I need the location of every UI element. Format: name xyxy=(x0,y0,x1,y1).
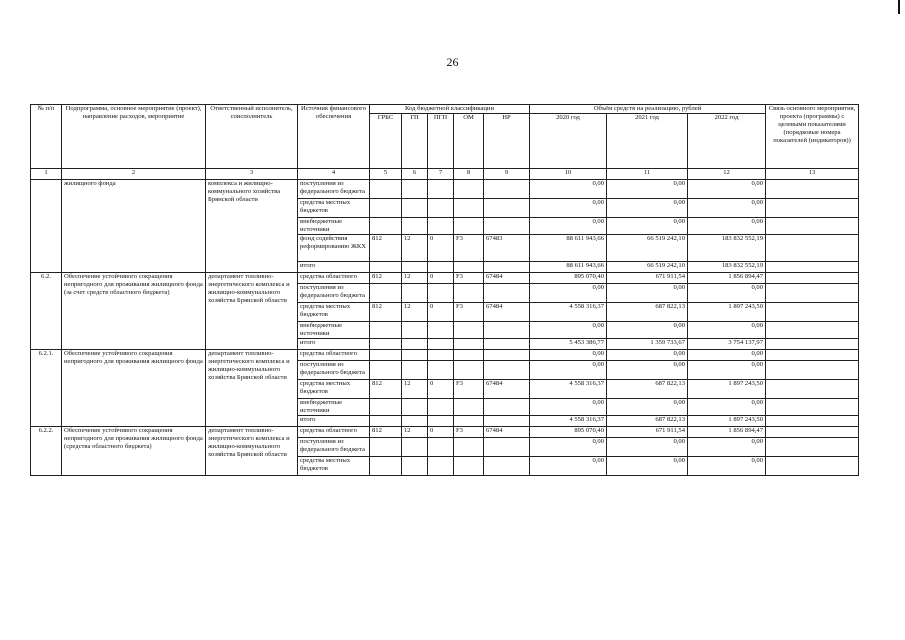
funding-source: средства местных бюджетов xyxy=(298,199,370,218)
code-nr xyxy=(484,262,530,273)
amount-2022: 0,00 xyxy=(688,457,766,476)
amount-2020: 0,00 xyxy=(530,399,607,416)
column-number-cell: 5 xyxy=(370,169,402,180)
row-number: 6.2. xyxy=(31,273,62,350)
header-code-pgp: ПГП xyxy=(428,114,454,169)
column-number-cell: 4 xyxy=(298,169,370,180)
code-pgp xyxy=(428,218,454,235)
indicator-link xyxy=(766,262,859,273)
code-nr xyxy=(484,399,530,416)
funding-source: итого xyxy=(298,262,370,273)
row-number xyxy=(31,180,62,273)
code-pgp xyxy=(428,438,454,457)
code-pgp: 0 xyxy=(428,273,454,284)
row-number: 6.2.1. xyxy=(31,350,62,427)
code-om: F3 xyxy=(454,303,484,322)
funding-source: поступления из федерального бюджета xyxy=(298,361,370,380)
code-grbs xyxy=(370,361,402,380)
header-year-2021: 2021 год xyxy=(607,114,688,169)
code-grbs: 812 xyxy=(370,303,402,322)
column-number-cell: 7 xyxy=(428,169,454,180)
header-row-1 xyxy=(31,105,859,114)
code-pgp: 0 xyxy=(428,235,454,262)
table-body xyxy=(31,180,859,476)
code-gp xyxy=(402,322,428,339)
code-om xyxy=(454,399,484,416)
amount-2021: 0,00 xyxy=(607,457,688,476)
amount-2020: 88 611 943,66 xyxy=(530,235,607,262)
amount-2021: 66 519 242,10 xyxy=(607,235,688,262)
amount-2020: 5 453 386,77 xyxy=(530,339,607,350)
code-nr xyxy=(484,350,530,361)
amount-2020: 895 070,40 xyxy=(530,273,607,284)
page-number: 26 xyxy=(446,55,459,69)
funding-source: фонд содействия реформированию ЖКХ xyxy=(298,235,370,262)
amount-2022: 1 897 243,50 xyxy=(688,380,766,399)
code-gp xyxy=(402,416,428,427)
header-year-2022: 2022 год xyxy=(688,114,766,169)
code-gp: 12 xyxy=(402,273,428,284)
code-nr xyxy=(484,180,530,199)
code-om xyxy=(454,339,484,350)
measure-title: Обеспечение устойчивого сокращения непригодного для проживания жилищного фонда xyxy=(62,350,206,427)
code-gp xyxy=(402,284,428,303)
code-grbs xyxy=(370,322,402,339)
column-number-cell: 3 xyxy=(206,169,298,180)
code-pgp xyxy=(428,262,454,273)
code-om xyxy=(454,416,484,427)
code-om xyxy=(454,262,484,273)
indicator-link xyxy=(766,380,859,399)
code-pgp: 0 xyxy=(428,380,454,399)
code-pgp xyxy=(428,457,454,476)
header-col-source: Источник финансового обеспечения xyxy=(298,105,370,169)
code-grbs: 812 xyxy=(370,235,402,262)
code-gp xyxy=(402,350,428,361)
code-om: F3 xyxy=(454,427,484,438)
indicator-link xyxy=(766,199,859,218)
funding-source: внебюджетные источники xyxy=(298,399,370,416)
executor: департамент топливно-энергетического комплекса и жилищно-коммунального хозяйства Брянской области xyxy=(206,273,298,350)
amount-2021: 0,00 xyxy=(607,438,688,457)
indicator-link xyxy=(766,427,859,438)
executor: департамент топливно-энергетического комплекса и жилищно-коммунального хозяйства Брянской области xyxy=(206,427,298,476)
code-nr xyxy=(484,218,530,235)
amount-2021: 687 822,13 xyxy=(607,380,688,399)
code-nr xyxy=(484,199,530,218)
header-col-volume: Объём средств на реализацию, рублей xyxy=(530,105,766,114)
header-code-grbs: ГРБС xyxy=(370,114,402,169)
amount-2020: 0,00 xyxy=(530,457,607,476)
code-nr: 67483 xyxy=(484,235,530,262)
amount-2022: 1 856 894,47 xyxy=(688,273,766,284)
amount-2020: 0,00 xyxy=(530,361,607,380)
measure-title: Обеспечение устойчивого сокращения непригодного для проживания жилищного фонда (за счет средств областного бюджета) xyxy=(62,273,206,350)
amount-2020: 0,00 xyxy=(530,322,607,339)
code-pgp: 0 xyxy=(428,427,454,438)
funding-source: средства местных бюджетов xyxy=(298,380,370,399)
code-om xyxy=(454,180,484,199)
code-om xyxy=(454,361,484,380)
code-nr xyxy=(484,339,530,350)
budget-sheet xyxy=(30,104,859,476)
code-om xyxy=(454,350,484,361)
code-om xyxy=(454,199,484,218)
code-om xyxy=(454,218,484,235)
table-row xyxy=(31,180,859,199)
header-col-link: Связь основного мероприятия, проекта (программы) с целевыми показателями (порядковые номера показателей (индикаторов)) xyxy=(766,105,859,169)
amount-2022: 0,00 xyxy=(688,180,766,199)
funding-source: итого xyxy=(298,416,370,427)
amount-2020: 895 070,40 xyxy=(530,427,607,438)
amount-2020: 0,00 xyxy=(530,180,607,199)
amount-2022: 3 754 137,97 xyxy=(688,339,766,350)
code-pgp xyxy=(428,199,454,218)
indicator-link xyxy=(766,303,859,322)
funding-source: внебюджетные источники xyxy=(298,322,370,339)
column-number-cell: 9 xyxy=(484,169,530,180)
indicator-link xyxy=(766,399,859,416)
code-om xyxy=(454,457,484,476)
amount-2022: 0,00 xyxy=(688,284,766,303)
amount-2020: 0,00 xyxy=(530,350,607,361)
amount-2021: 671 911,54 xyxy=(607,273,688,284)
code-gp: 12 xyxy=(402,380,428,399)
column-number-cell: 2 xyxy=(62,169,206,180)
code-nr: 67484 xyxy=(484,303,530,322)
header-code-gp: ГП xyxy=(402,114,428,169)
code-grbs xyxy=(370,399,402,416)
code-pgp xyxy=(428,284,454,303)
code-grbs xyxy=(370,284,402,303)
code-grbs xyxy=(370,457,402,476)
column-number-cell: 11 xyxy=(607,169,688,180)
funding-source: поступления из федерального бюджета xyxy=(298,284,370,303)
code-grbs xyxy=(370,339,402,350)
indicator-link xyxy=(766,438,859,457)
indicator-link xyxy=(766,350,859,361)
funding-source: средства местных бюджетов xyxy=(298,457,370,476)
amount-2021: 687 822,13 xyxy=(607,416,688,427)
funding-source: поступления из федерального бюджета xyxy=(298,180,370,199)
indicator-link xyxy=(766,361,859,380)
amount-2021: 687 822,13 xyxy=(607,303,688,322)
table-row xyxy=(31,350,859,361)
column-number-cell: 1 xyxy=(31,169,62,180)
code-om: F3 xyxy=(454,380,484,399)
code-gp xyxy=(402,457,428,476)
code-grbs: 812 xyxy=(370,380,402,399)
amount-2020: 0,00 xyxy=(530,199,607,218)
funding-source: внебюджетные источники xyxy=(298,218,370,235)
funding-source: средства областного xyxy=(298,350,370,361)
amount-2022: 0,00 xyxy=(688,350,766,361)
amount-2020: 4 558 316,37 xyxy=(530,380,607,399)
amount-2021: 0,00 xyxy=(607,284,688,303)
code-grbs xyxy=(370,416,402,427)
code-pgp xyxy=(428,399,454,416)
indicator-link xyxy=(766,180,859,199)
amount-2021: 0,00 xyxy=(607,361,688,380)
code-om: F3 xyxy=(454,235,484,262)
code-om xyxy=(454,438,484,457)
amount-2021: 0,00 xyxy=(607,322,688,339)
funding-source: средства областного xyxy=(298,273,370,284)
code-pgp xyxy=(428,339,454,350)
measure-title: Обеспечение устойчивого сокращения непригодного для проживания жилищного фонда (средства областного бюджета) xyxy=(62,427,206,476)
indicator-link xyxy=(766,273,859,284)
code-grbs: 812 xyxy=(370,427,402,438)
code-nr: 67484 xyxy=(484,273,530,284)
code-om xyxy=(454,284,484,303)
code-pgp xyxy=(428,416,454,427)
code-gp: 12 xyxy=(402,303,428,322)
code-pgp xyxy=(428,180,454,199)
code-nr: 67484 xyxy=(484,380,530,399)
indicator-link xyxy=(766,322,859,339)
code-om xyxy=(454,322,484,339)
amount-2022: 0,00 xyxy=(688,322,766,339)
corner-mark xyxy=(898,0,900,14)
amount-2022: 0,00 xyxy=(688,438,766,457)
amount-2022: 0,00 xyxy=(688,361,766,380)
header-code-om: ОМ xyxy=(454,114,484,169)
column-number-cell: 12 xyxy=(688,169,766,180)
code-gp xyxy=(402,339,428,350)
code-pgp xyxy=(428,322,454,339)
code-gp xyxy=(402,199,428,218)
code-grbs xyxy=(370,180,402,199)
code-gp xyxy=(402,399,428,416)
indicator-link xyxy=(766,457,859,476)
amount-2020: 4 558 316,37 xyxy=(530,303,607,322)
code-gp: 12 xyxy=(402,427,428,438)
amount-2022: 1 856 894,47 xyxy=(688,427,766,438)
column-number-cell: 10 xyxy=(530,169,607,180)
funding-source: средства местных бюджетов xyxy=(298,303,370,322)
amount-2022: 0,00 xyxy=(688,218,766,235)
code-nr xyxy=(484,457,530,476)
amount-2021: 0,00 xyxy=(607,399,688,416)
code-gp xyxy=(402,438,428,457)
code-grbs xyxy=(370,199,402,218)
amount-2021: 0,00 xyxy=(607,218,688,235)
amount-2020: 88 611 943,66 xyxy=(530,262,607,273)
code-nr xyxy=(484,438,530,457)
code-grbs xyxy=(370,350,402,361)
header-code-nr: НР xyxy=(484,114,530,169)
amount-2021: 1 359 733,67 xyxy=(607,339,688,350)
table-row xyxy=(31,273,859,284)
code-gp: 12 xyxy=(402,235,428,262)
column-number-cell: 6 xyxy=(402,169,428,180)
budget-table xyxy=(30,104,859,476)
executor: департамент топливно-энергетического комплекса и жилищно-коммунального хозяйства Брянской области xyxy=(206,350,298,427)
code-gp xyxy=(402,361,428,380)
amount-2021: 66 519 242,10 xyxy=(607,262,688,273)
code-pgp: 0 xyxy=(428,303,454,322)
code-pgp xyxy=(428,361,454,380)
amount-2021: 0,00 xyxy=(607,199,688,218)
amount-2022: 1 897 243,50 xyxy=(688,303,766,322)
amount-2020: 4 558 316,37 xyxy=(530,416,607,427)
column-number-row xyxy=(31,169,859,180)
indicator-link xyxy=(766,284,859,303)
measure-title: жилищного фонда xyxy=(62,180,206,273)
funding-source: итого xyxy=(298,339,370,350)
amount-2021: 0,00 xyxy=(607,180,688,199)
funding-source: средства областного xyxy=(298,427,370,438)
executor: комплекса и жилищно-коммунального хозяйства Брянской области xyxy=(206,180,298,273)
table-row xyxy=(31,427,859,438)
indicator-link xyxy=(766,339,859,350)
row-number: 6.2.2. xyxy=(31,427,62,476)
code-nr xyxy=(484,284,530,303)
code-nr xyxy=(484,416,530,427)
header-col-budget-code: Код бюджетной классификации xyxy=(370,105,530,114)
header-year-2020: 2020 год xyxy=(530,114,607,169)
amount-2022: 0,00 xyxy=(688,399,766,416)
code-gp xyxy=(402,262,428,273)
header-col-subprogram: Подпрограмма, основное мероприятие (проект), направление расходов, мероприятие xyxy=(62,105,206,169)
indicator-link xyxy=(766,235,859,262)
code-grbs: 812 xyxy=(370,273,402,284)
code-gp xyxy=(402,180,428,199)
amount-2022: 1 897 243,50 xyxy=(688,416,766,427)
amount-2021: 0,00 xyxy=(607,350,688,361)
amount-2021: 671 911,54 xyxy=(607,427,688,438)
amount-2020: 0,00 xyxy=(530,438,607,457)
indicator-link xyxy=(766,416,859,427)
indicator-link xyxy=(766,218,859,235)
code-nr xyxy=(484,322,530,339)
code-pgp xyxy=(428,350,454,361)
funding-source: поступления из федерального бюджета xyxy=(298,438,370,457)
column-number-cell: 8 xyxy=(454,169,484,180)
code-gp xyxy=(402,218,428,235)
amount-2022: 183 832 552,19 xyxy=(688,235,766,262)
amount-2022: 0,00 xyxy=(688,199,766,218)
amount-2020: 0,00 xyxy=(530,218,607,235)
code-om: F3 xyxy=(454,273,484,284)
column-number-cell: 13 xyxy=(766,169,859,180)
code-nr xyxy=(484,361,530,380)
amount-2020: 0,00 xyxy=(530,284,607,303)
amount-2022: 183 832 552,19 xyxy=(688,262,766,273)
code-grbs xyxy=(370,262,402,273)
code-grbs xyxy=(370,218,402,235)
header-col-no: № п/п xyxy=(31,105,62,169)
header-col-executor: Ответственный исполнитель, соисполнитель xyxy=(206,105,298,169)
code-nr: 67484 xyxy=(484,427,530,438)
code-grbs xyxy=(370,438,402,457)
